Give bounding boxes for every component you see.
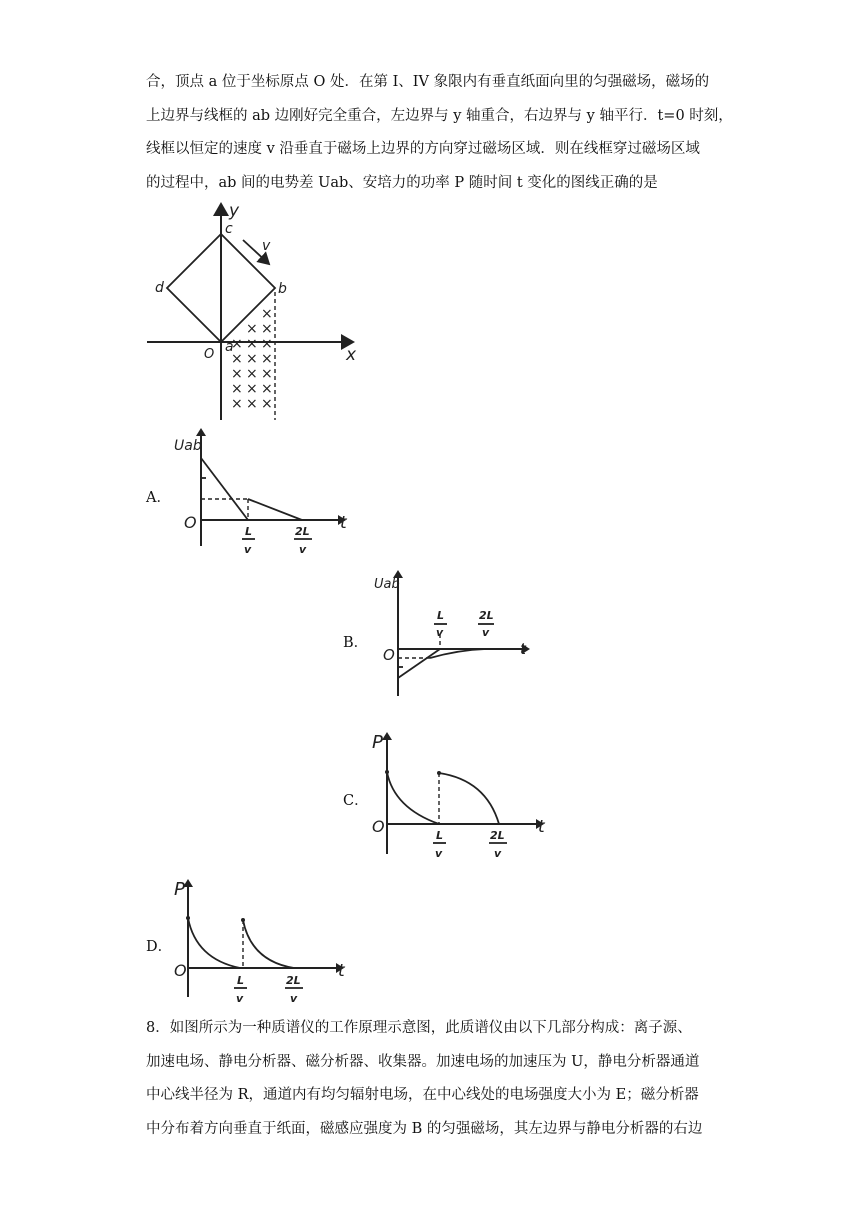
field-cross-mark: × bbox=[246, 396, 258, 412]
option-a-tick1-den: v bbox=[244, 543, 252, 556]
option-b-origin-label: O bbox=[383, 646, 395, 664]
field-cross-mark: × bbox=[261, 336, 273, 352]
option-b-tick2-num: 2L bbox=[479, 609, 494, 622]
q7-line-4: 的过程中，ab 间的电势差 Uab、安培力的功率 P 随时间 t 变化的图线正确的是 bbox=[146, 174, 658, 191]
option-b-tick2-den: v bbox=[482, 626, 490, 639]
option-c-tick1-den: v bbox=[435, 847, 443, 860]
field-cross-mark: × bbox=[246, 381, 258, 397]
option-d-tick1-den: v bbox=[236, 992, 244, 1005]
option-a-tick2-num: 2L bbox=[295, 525, 310, 538]
option-d-y-axis-label: P bbox=[174, 879, 185, 900]
option-d-label[interactable]: D． bbox=[146, 939, 173, 955]
option-a-x-axis-label: t bbox=[340, 513, 347, 533]
field-cross-mark: × bbox=[231, 336, 243, 352]
x-label: x bbox=[346, 345, 357, 365]
field-cross-mark: × bbox=[231, 396, 243, 412]
square-frame-figure bbox=[145, 200, 365, 420]
q8-line-4: 中分布着方向垂直于纸面，磁感应强度为 B 的匀强磁场，其左边界与静电分析器的右边 bbox=[146, 1120, 703, 1137]
vertex-b-label: b bbox=[278, 281, 287, 297]
question-8-text bbox=[146, 1012, 721, 1146]
question-7-text bbox=[146, 66, 733, 200]
option-a-label[interactable]: A． bbox=[146, 490, 171, 506]
field-cross-mark: × bbox=[261, 366, 273, 382]
field-cross-mark: × bbox=[246, 336, 258, 352]
option-c-graph[interactable] bbox=[368, 728, 548, 868]
y-label: y bbox=[229, 201, 240, 221]
field-cross-mark: × bbox=[261, 321, 273, 337]
field-cross-mark: × bbox=[246, 351, 258, 367]
option-c-tick2-num: 2L bbox=[490, 829, 505, 842]
option-a-tick1-num: L bbox=[245, 525, 253, 538]
option-a-graph[interactable] bbox=[170, 428, 345, 563]
origin-label: O bbox=[204, 347, 215, 362]
q8-line-3: 中心线半径为 R，通道内有均匀辐射电场，在中心线处的电场强度大小为 E；磁分析器 bbox=[146, 1087, 699, 1103]
option-b-tick1-num: L bbox=[437, 609, 445, 622]
option-b-x-axis-label: t bbox=[520, 640, 526, 658]
vertex-d-label: d bbox=[155, 280, 164, 296]
vertex-c-label: c bbox=[225, 221, 233, 237]
q8-line-2: 加速电场、静电分析器、磁分析器、收集器。加速电场的加速压为 U，静电分析器通道 bbox=[146, 1053, 700, 1070]
option-c-label[interactable]: C． bbox=[343, 793, 369, 809]
field-cross-mark: × bbox=[231, 351, 243, 367]
field-cross-mark: × bbox=[261, 381, 273, 397]
option-c-tick1-num: L bbox=[436, 829, 444, 842]
option-c-y-axis-label: P bbox=[372, 732, 383, 753]
option-c-origin-label: O bbox=[372, 817, 385, 836]
option-d-tick1-num: L bbox=[237, 974, 245, 987]
field-cross-mark: × bbox=[231, 366, 243, 382]
field-cross-mark: × bbox=[261, 306, 273, 322]
option-b-graph[interactable] bbox=[370, 568, 530, 703]
magnetic-field-marks bbox=[231, 306, 273, 412]
option-a-tick2-den: v bbox=[299, 543, 307, 556]
velocity-label: v bbox=[262, 238, 271, 254]
field-cross-mark: × bbox=[261, 396, 273, 412]
field-cross-mark: × bbox=[246, 321, 258, 337]
option-b-tick1-den: v bbox=[436, 626, 444, 639]
option-b-y-axis-label: Uab bbox=[374, 577, 400, 592]
option-d-tick2-num: 2L bbox=[286, 974, 301, 987]
option-a-y-axis-label: Uab bbox=[174, 438, 202, 454]
q7-line-3: 线框以恒定的速度 v 沿垂直于磁场上边界的方向穿过磁场区域．则在线框穿过磁场区域 bbox=[146, 141, 700, 157]
vertex-a-label: a bbox=[225, 339, 234, 355]
option-d-graph[interactable] bbox=[170, 875, 350, 1010]
option-d-tick2-den: v bbox=[290, 992, 298, 1005]
q7-line-1: 合，顶点 a 位于坐标原点 O 处．在第 I、IV 象限内有垂直纸面向里的匀强磁场，磁场的 bbox=[146, 74, 710, 90]
option-d-x-axis-label: t bbox=[338, 961, 345, 981]
option-d-origin-label: O bbox=[174, 961, 187, 980]
option-c-x-axis-label: t bbox=[538, 817, 545, 837]
field-cross-mark: × bbox=[261, 351, 273, 367]
field-cross-mark: × bbox=[246, 366, 258, 382]
option-b-label[interactable]: B． bbox=[343, 635, 369, 651]
q8-line-1: 8．如图所示为一种质谱仪的工作原理示意图，此质谱仪由以下几部分构成：离子源、 bbox=[146, 1020, 692, 1036]
option-a-origin-label: O bbox=[184, 513, 197, 532]
option-c-tick2-den: v bbox=[494, 847, 502, 860]
field-cross-mark: × bbox=[231, 381, 243, 397]
q7-line-2: 上边界与线框的 ab 边刚好完全重合，左边界与 y 轴重合，右边界与 y 轴平行．t=0 时刻， bbox=[146, 107, 733, 124]
